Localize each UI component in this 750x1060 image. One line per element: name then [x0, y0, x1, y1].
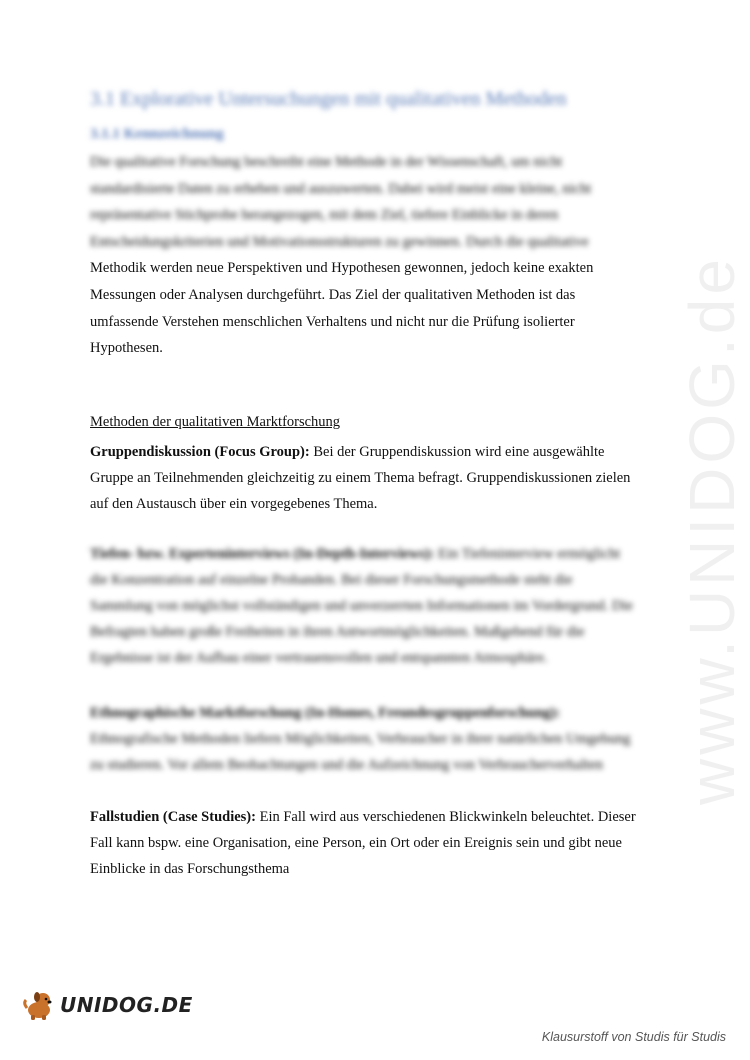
method-case-studies	[90, 804, 670, 882]
text-line: die Konzentration auf einzelne Probanden. Bei dieser Forschungsmethode steht die	[90, 572, 573, 588]
text-line: Gruppe an Teilnehmenden gleichzeitig zu einem Thema befragt. Gruppendiskussionen zielen	[90, 470, 631, 486]
text-line: Ein Fall wird aus verschiedenen Blickwinkeln beleuchtet. Dieser	[255, 809, 636, 825]
method-interviews	[90, 541, 670, 671]
footer-tagline: Klausurstoff von Studis für Studis	[541, 1030, 726, 1044]
method-title: Fallstudien (Case Studies):	[90, 809, 256, 825]
text-line: Einblicke in das Forschungsthema	[90, 861, 290, 877]
text-line: Ein Tiefeninterview ermöglicht	[434, 546, 621, 562]
text-line: Ethnografische Methoden liefern Möglichkeiten, Verbraucher in ihrer natürlichen Umgebung	[90, 731, 631, 747]
logo-text: UNIDOG.DE	[60, 993, 193, 1017]
intro-paragraph	[90, 149, 670, 362]
text-line: Sammlung von möglichst vollständigen und unverzerrten Informationen im Vordergrund. Die	[90, 598, 633, 614]
method-group-discussion	[90, 439, 670, 517]
text-line: umfassende Verstehen menschlichen Verhaltens und nicht nur die Prüfung isolierter	[90, 313, 575, 330]
watermark: www.UNIDOG.de	[676, 255, 748, 805]
text-line: Befragten haben große Freiheiten in ihren Antwortmöglichkeiten. Maßgebend für die	[90, 624, 585, 640]
text-line: Fall kann bspw. eine Organisation, eine Person, ein Ort oder ein Ereignis sein und gibt neue	[90, 835, 622, 851]
text-line: auf den Austausch über ein vorgegebenes Thema.	[90, 496, 378, 512]
text-line: zu studieren. Vor allem Beobachtungen und die Aufzeichnung von Verbraucherverhalten	[90, 757, 603, 773]
method-title: Ethnographische Marktforschung (In-Homes, Freundesgruppenforschung):	[90, 705, 561, 721]
text-line: Entscheidungskriterien und Motivationsstrukturen zu gewinnen. Durch die qualitative	[90, 233, 589, 250]
method-title: Tiefen- bzw. Experteninterviews (In-Depth-Interviews):	[90, 546, 435, 562]
dog-icon	[22, 988, 56, 1022]
text-line: standardisierte Daten zu erheben und auszuwerten. Dabei wird meist eine kleine, nicht	[90, 180, 592, 197]
text-line: Hypothesen.	[90, 340, 163, 357]
footer-logo[interactable]	[22, 988, 193, 1022]
text-line: Methodik werden neue Perspektiven und Hypothesen gewonnen, jedoch keine exakten	[90, 260, 594, 277]
subsection-heading: 3.1.1 Kennzeichnung	[90, 126, 224, 142]
method-title: Gruppendiskussion (Focus Group):	[90, 444, 310, 460]
section-heading: 3.1 Explorative Untersuchungen mit qualitativen Methoden	[90, 88, 567, 110]
text-line: Messungen oder Analysen durchgeführt. Das Ziel der qualitativen Methoden ist das	[90, 286, 576, 303]
text-line: Ergebnisse ist der Aufbau einer vertrauensvollen und entspannten Atmosphäre.	[90, 650, 548, 666]
method-ethnographic	[90, 700, 670, 778]
text-line: repräsentative Stichprobe herangezogen, mit dem Ziel, tiefere Einblicke in deren	[90, 207, 559, 224]
methods-title: Methoden der qualitativen Marktforschung	[90, 414, 341, 430]
text-line: Bei der Gruppendiskussion wird eine ausgewählte	[309, 444, 605, 460]
text-line: Die qualitative Forschung beschreibt eine Methode in der Wissenschaft, um nicht	[90, 154, 563, 170]
